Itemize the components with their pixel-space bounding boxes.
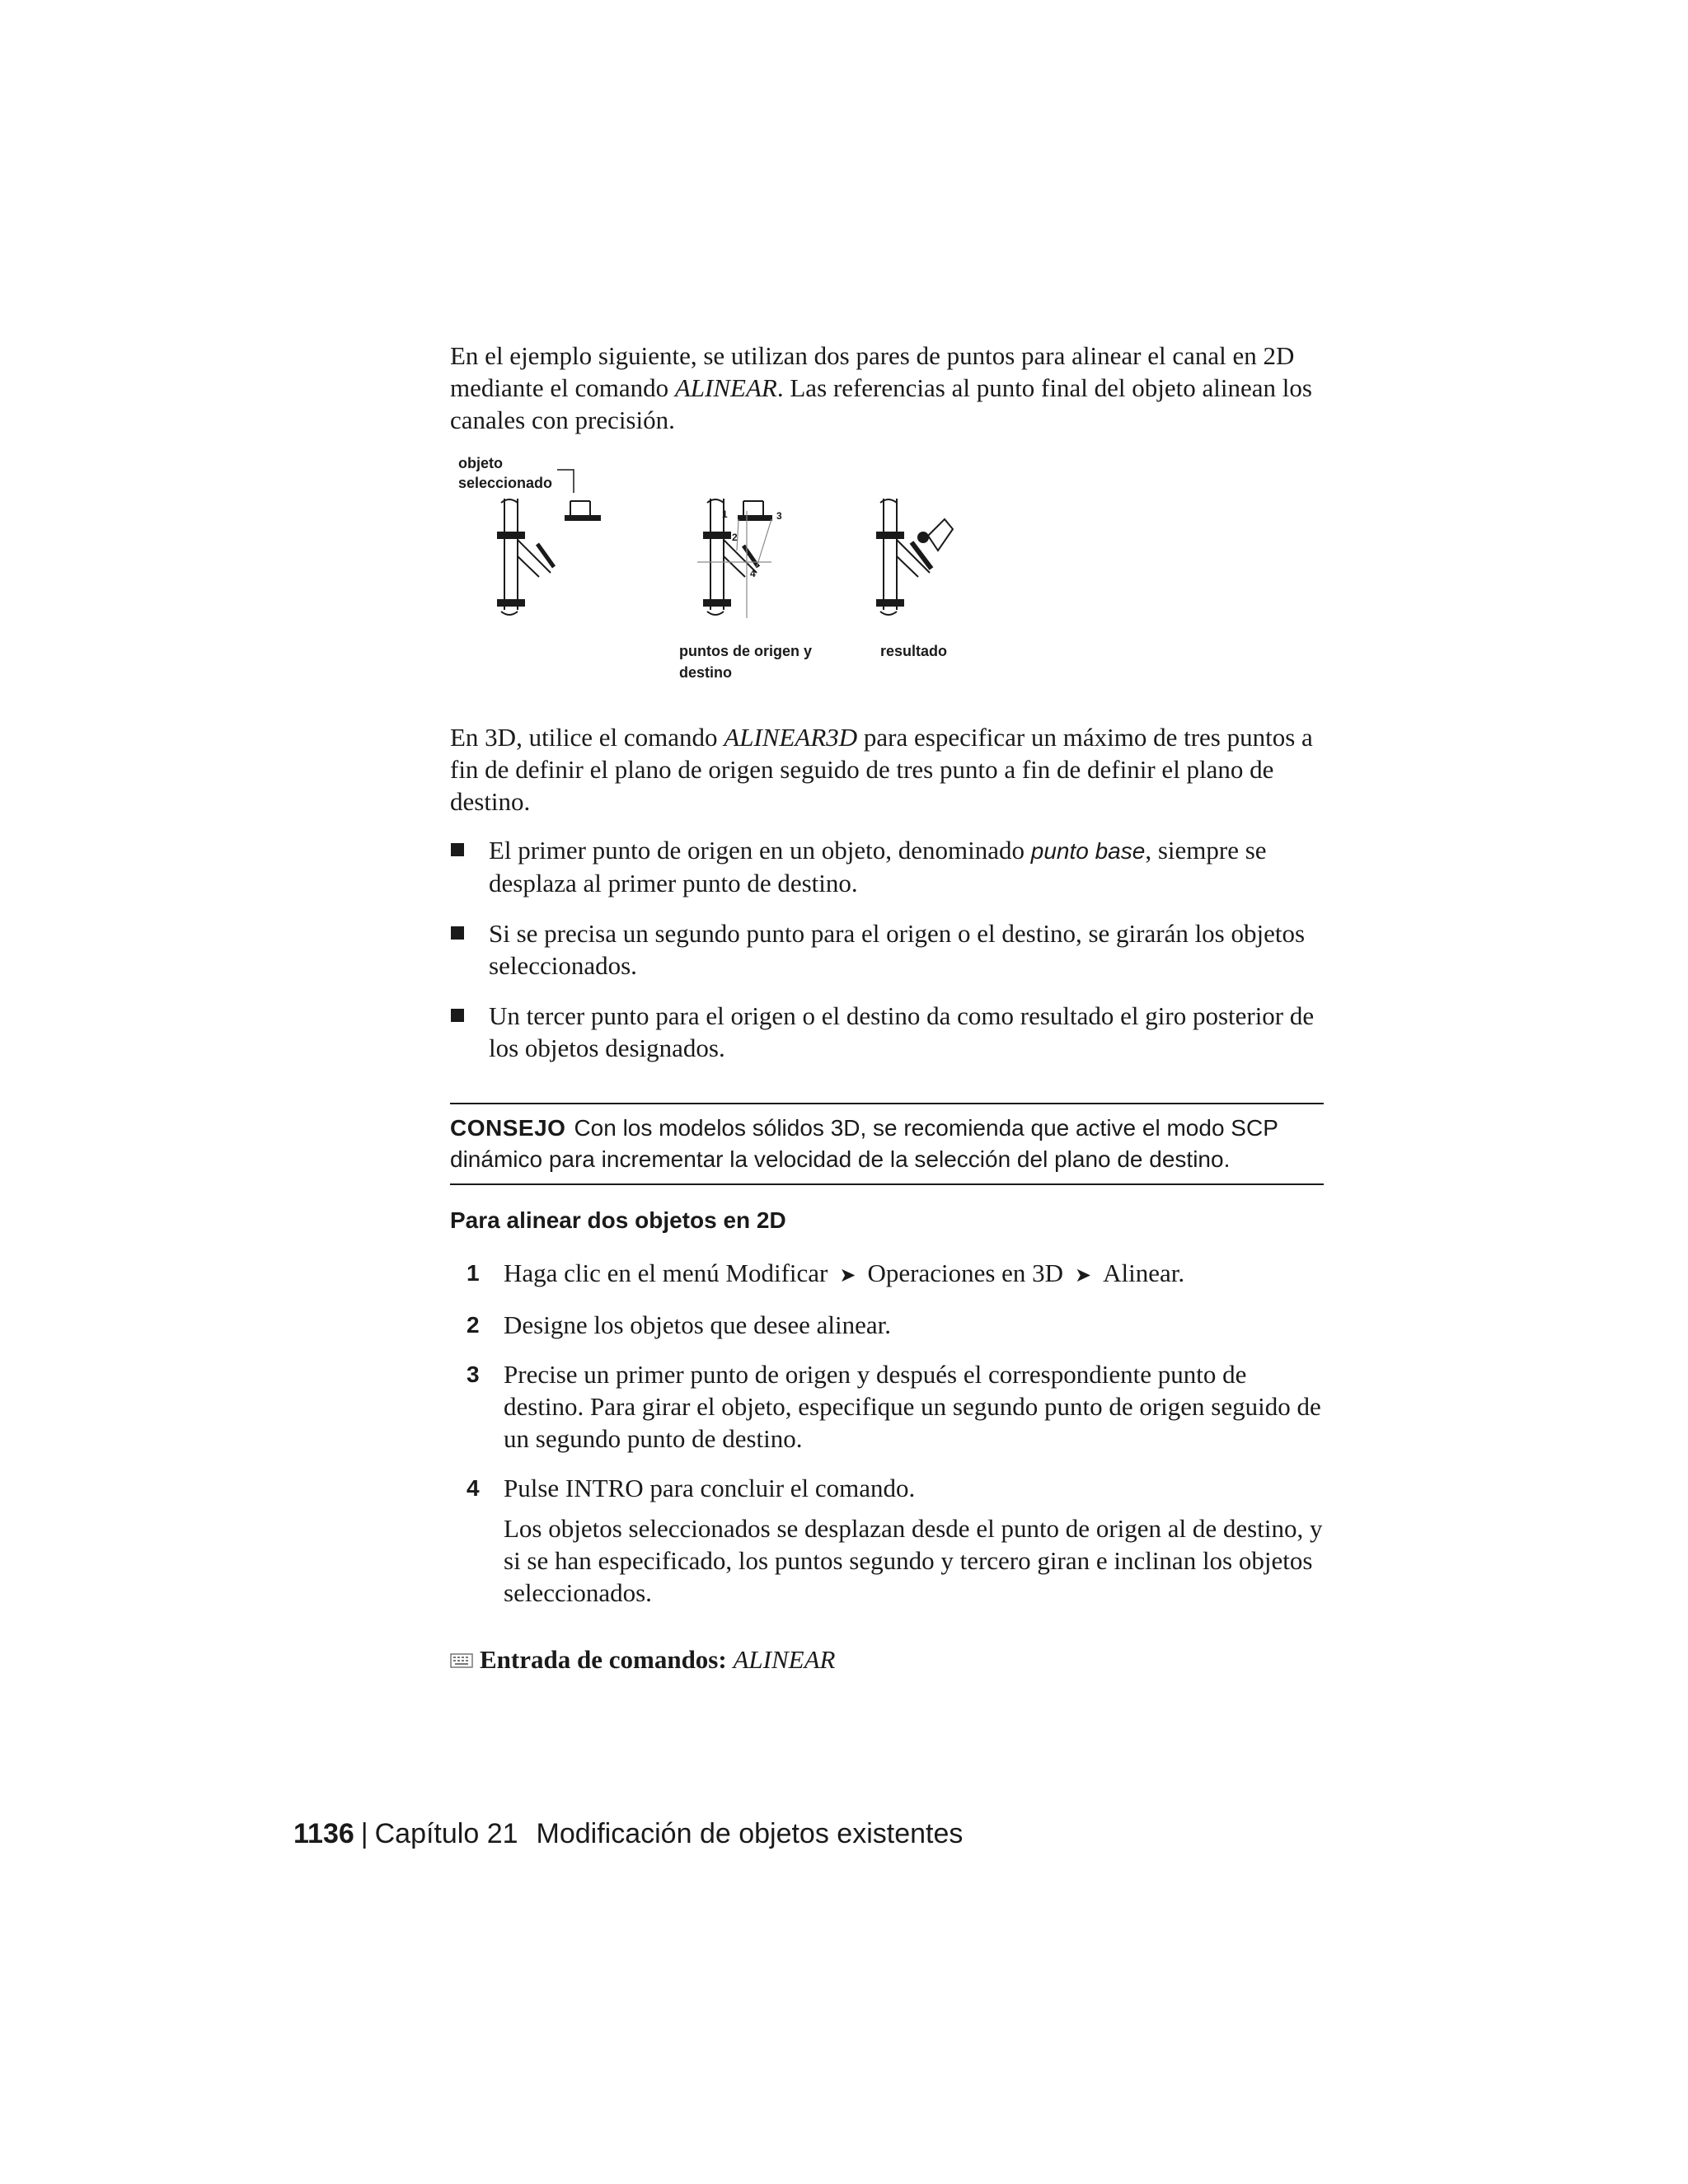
drawing-result bbox=[877, 499, 953, 615]
label-points-line2: destino bbox=[679, 664, 733, 681]
bullet-1-text-1: El primer punto de origen en un objeto, denominado bbox=[489, 836, 1031, 865]
intro-text-1: En el ejemplo siguiente, se utilizan dos pares de puntos para alinear el canal en 2D mediante el comando bbox=[450, 341, 1295, 402]
step-item bbox=[450, 1472, 1324, 1609]
menu-arrow-icon: ➤ bbox=[1075, 1263, 1092, 1286]
footer-separator: | bbox=[360, 1818, 368, 1849]
step-4-text: Pulse INTRO para concluir el comando. bbox=[504, 1474, 916, 1502]
step-item bbox=[450, 1257, 1324, 1291]
bullet-square-icon bbox=[451, 1009, 464, 1022]
intro-command: ALINEAR bbox=[674, 373, 777, 402]
para3d-text-1: En 3D, utilice el comando bbox=[450, 723, 724, 752]
chapter-number: Capítulo 21 bbox=[374, 1818, 518, 1849]
command-entry bbox=[450, 1643, 1324, 1675]
step-1-text-mid: Operaciones en 3D bbox=[867, 1258, 1064, 1287]
para3d-text-2: para especificar un máximo de tres puntos a fin de definir el plano de origen seguido de tres punto a fin de definir el plano de destino. bbox=[450, 723, 1313, 816]
bullet-1-emphasis: punto base bbox=[1030, 838, 1146, 864]
bullet-item bbox=[450, 1000, 1324, 1064]
step-2-text: Designe los objetos que desee alinear. bbox=[504, 1310, 892, 1339]
label-points-line1: puntos de origen y bbox=[679, 643, 813, 659]
step-item bbox=[450, 1358, 1324, 1455]
step-number: 2 bbox=[467, 1312, 480, 1338]
step-4-result: Los objetos seleccionados se desplazan desde el punto de origen al de destino, y si se han especificado, los puntos segundo y tercero giran e inclinan los objetos seleccionados. bbox=[504, 1514, 1323, 1607]
marker-3: 3 bbox=[776, 510, 782, 522]
para3d-command: ALINEAR3D bbox=[724, 723, 858, 752]
intro-paragraph bbox=[450, 340, 1324, 436]
marker-4: 4 bbox=[750, 568, 756, 579]
bullet-3-text: Un tercer punto para el origen o el destino da como resultado el giro posterior de los objetos designados. bbox=[489, 1001, 1315, 1062]
page-number: 1136 bbox=[293, 1818, 354, 1849]
command-entry-value: ALINEAR bbox=[733, 1645, 836, 1674]
step-number: 4 bbox=[467, 1475, 480, 1501]
bullet-item bbox=[450, 917, 1324, 982]
label-selected-line2: seleccionado bbox=[458, 475, 553, 491]
command-entry-label: Entrada de comandos: bbox=[480, 1645, 727, 1674]
tip-label: CONSEJO bbox=[450, 1115, 566, 1141]
step-3-text: Precise un primer punto de origen y después el correspondiente punto de destino. Para girar el objeto, especifique un segundo punto de origen seguido de un segundo punto de destino. bbox=[504, 1360, 1321, 1453]
chapter-title: Modificación de objetos existentes bbox=[536, 1818, 964, 1849]
paragraph-3d bbox=[450, 721, 1324, 818]
bullet-1-text-2: , siempre se desplaza al primer punto de destino. bbox=[489, 836, 1267, 898]
bullet-2-text: Si se precisa un segundo punto para el origen o el destino, se girarán los objetos seleccionados. bbox=[489, 919, 1306, 980]
page-footer bbox=[293, 1816, 963, 1852]
procedure-steps bbox=[450, 1257, 1324, 1626]
bullet-item bbox=[450, 834, 1324, 899]
label-selected-line1: objeto bbox=[458, 455, 503, 471]
drawing-points bbox=[697, 499, 771, 618]
marker-1: 1 bbox=[722, 509, 728, 520]
intro-text-2: . Las referencias al punto final del objeto alinean los canales con precisión. bbox=[450, 373, 1312, 434]
step-1-text-pre: Haga clic en el menú Modificar bbox=[504, 1258, 828, 1287]
step-number: 1 bbox=[467, 1260, 480, 1286]
marker-2: 2 bbox=[732, 532, 738, 543]
step-item bbox=[450, 1309, 1324, 1341]
bullet-square-icon bbox=[451, 926, 464, 940]
bullet-list bbox=[450, 834, 1324, 1082]
keyboard-icon bbox=[450, 1652, 473, 1670]
tip-text: Con los modelos sólidos 3D, se recomienda que active el modo SCP dinámico para incrementar la velocidad de la selección del plano de destino. bbox=[450, 1115, 1278, 1172]
tip-box bbox=[450, 1103, 1324, 1185]
drawing-original bbox=[498, 470, 600, 615]
procedure-heading: Para alinear dos objetos en 2D bbox=[450, 1207, 786, 1233]
menu-arrow-icon: ➤ bbox=[839, 1263, 856, 1286]
bullet-square-icon bbox=[451, 843, 464, 856]
step-number: 3 bbox=[467, 1361, 480, 1387]
align-channels-figure bbox=[450, 453, 978, 692]
step-1-text-post: Alinear. bbox=[1103, 1258, 1185, 1287]
label-result: resultado bbox=[880, 643, 948, 659]
